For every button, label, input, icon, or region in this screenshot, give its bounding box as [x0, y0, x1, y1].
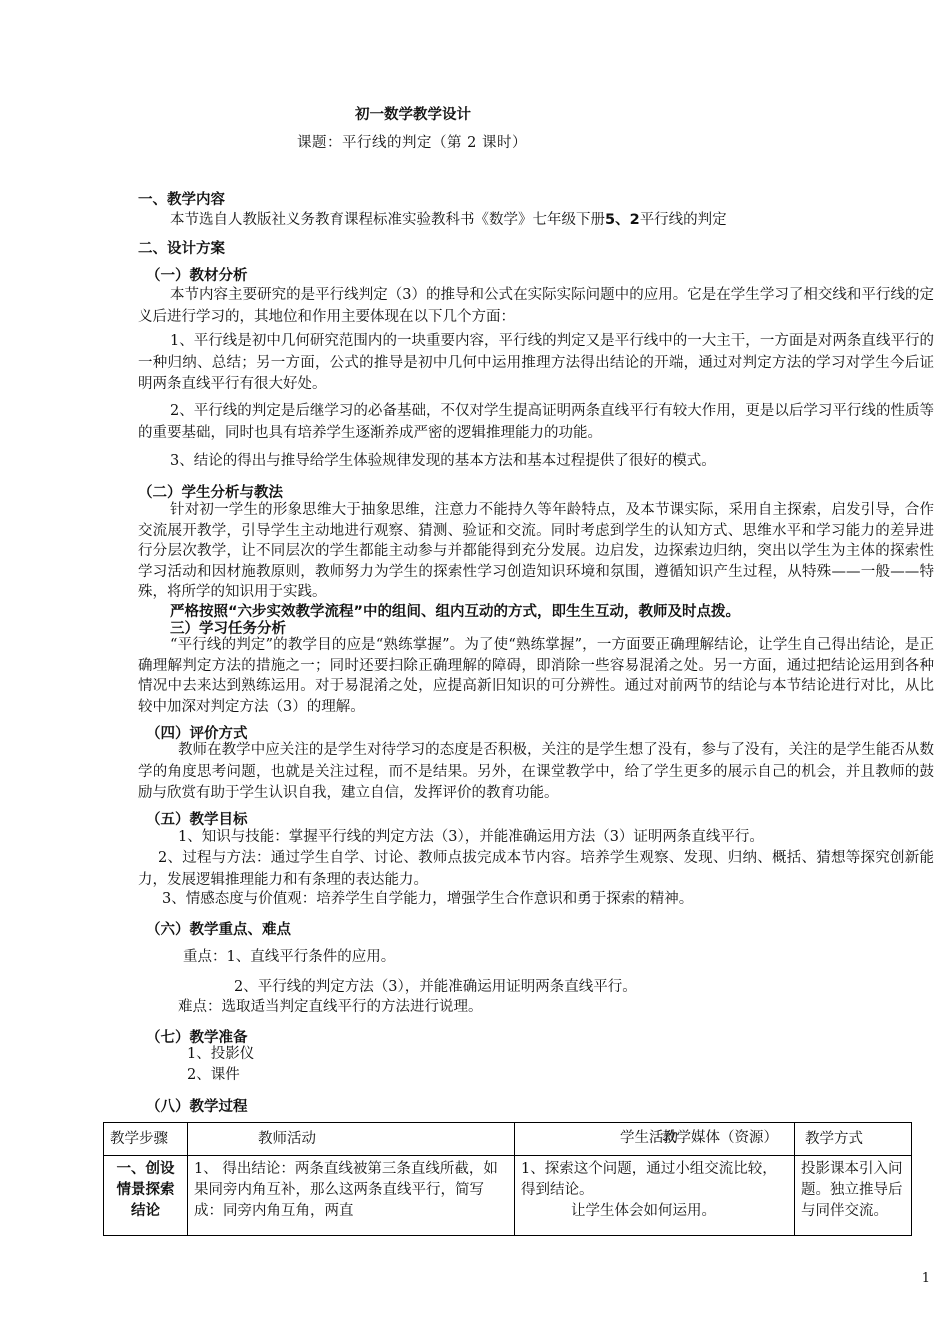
subsection-heading-preparation: （七）教学准备: [146, 1030, 248, 1046]
evaluation-paragraph: 教师在教学中应关注的是学生对待学习的态度是否积极，关注的是学生想了没有，参与了没有，关注的是学生能否从数学的角度思考问题，也就是关注过程，而不是结果。另外，在课堂教学中，给了学生更多的展示自己的机会，并且教师的鼓励与欣赏有助于学生认识自我，建立自信，发挥评价的教育功能。: [138, 742, 934, 801]
header-method: 教学方式: [795, 1123, 912, 1156]
row-method: 投影课本引入问题。独立推导后与同伴交流。: [795, 1156, 912, 1236]
section-heading-content: 一、教学内容: [138, 192, 225, 208]
subsection-heading-key-points: （六）教学重点、难点: [146, 922, 291, 938]
preparation-item-2: 2、课件: [187, 1067, 240, 1083]
subsection-heading-students: （二）学生分析与教法: [138, 485, 283, 501]
key-point-1: 重点：1、直线平行条件的应用。: [183, 949, 396, 965]
material-paragraph-3: 2、平行线的判定是后继学习的必备基础，不仅对学生提高证明两条直线平行有较大作用，更是以后学习平行线的性质等的重要基础，同时也具有培养学生逐渐养成严密的逻辑推理能力的功能。: [138, 403, 934, 441]
content-text: [170, 208, 727, 229]
teaching-process-table: [103, 1122, 912, 1236]
subsection-heading-process: （八）教学过程: [146, 1099, 248, 1115]
row-teacher: 1、 得出结论：两条直线被第三条直线所截，如果同旁内角互补，那么这两条直线平行，简写成：同旁内角互角，两直: [188, 1156, 515, 1236]
goal-3: 3、情感态度与价值观：培养学生自学能力，增强学生合作意识和勇于探索的精神。: [162, 891, 694, 907]
page-number: 1: [921, 1271, 930, 1286]
content-text-c: 平行线的判定: [639, 212, 727, 228]
goal-1: 1、知识与技能：掌握平行线的判定方法（3），并能准确运用方法（3）证明两条直线平行。: [178, 829, 764, 845]
subsection-heading-goals: （五）教学目标: [146, 812, 248, 828]
row-student-text-1: 1、探索这个问题，通过小组交流比较，得到结论。: [521, 1161, 777, 1198]
row-student-text-2: 让学生体会如何运用。: [571, 1203, 716, 1219]
tasks-paragraph: “平行线的判定”的教学目的应是“熟练掌握”。为了使“熟练掌握”，一方面要正确理解结论，让学生自己得出结论，是正确理解判定方法的措施之一；同时还要扫除正确理解的障碍，即消除一些容易混淆之处。另一方面，通过把结论运用到各种情况中去来达到熟练运用。对于易混淆之处，应提高新旧知识的可分辨性。通过对前两节的结论与本节结论进行对比，从比较中加深对判定方法（3）的理解。: [138, 637, 934, 715]
header-teacher: 教师活动: [188, 1123, 515, 1156]
table-header-row: [104, 1123, 912, 1156]
material-paragraph-4: 3、结论的得出与推导给学生体验规律发现的基本方法和基本过程提供了很好的模式。: [170, 453, 716, 469]
table-row: [104, 1156, 912, 1236]
content-text-section-number: 5、2: [605, 212, 640, 228]
material-paragraph-2: 1、平行线是初中几何研究范围内的一块重要内容，平行线的判定又是平行线中的一大主干，一方面是对两条直线平行的一种归纳、总结；另一方面，公式的推导是初中几何中运用推理方法得出结论的开端，通过对判定方法的学习对学生今后证明两条直线平行有很大好处。: [138, 333, 934, 392]
header-step: 教学步骤: [104, 1123, 188, 1156]
content-text-a: 本节选自人教版社义务教育课程标准实验教科书《数学》七年级下册: [170, 212, 605, 228]
lesson-subtitle: 课题：平行线的判定（第 2 课时）: [297, 135, 527, 151]
document-title: 初一数学教学设计: [355, 107, 471, 123]
header-student-media: [515, 1123, 795, 1156]
subsection-heading-tasks: 三）学习任务分析: [170, 621, 286, 637]
students-emphasis: 严格按照“六步实效教学流程”中的组间、组内互动的方式，即生生互动，教师及时点拨。: [170, 604, 741, 620]
header-student: 学生活动: [620, 1130, 678, 1146]
difficulty: 难点：选取适当判定直线平行的方法进行说理。: [178, 999, 483, 1015]
preparation-item-1: 1、投影仪: [187, 1046, 255, 1062]
material-paragraph-1: 本节内容主要研究的是平行线判定（3）的推导和公式在实际实际问题中的应用。它是在学生学习了相交线和平行线的定义后进行学习的，其地位和作用主要体现在以下几个方面：: [138, 287, 934, 325]
subsection-heading-material: （一）教材分析: [146, 268, 248, 284]
key-point-2: 2、平行线的判定方法（3），并能准确运用证明两条直线平行。: [234, 979, 637, 995]
students-paragraph: 针对初一学生的形象思维大于抽象思维，注意力不能持久等年龄特点，及本节课实际，采用自主探索，启发引导，合作交流展开教学，引导学生主动地进行观察、猜测、验证和交流。同时考虑到学生的认知方式、思维水平和学习能力的差异进行分层次教学，让不同层次的学生都能主动参与并都能得到充分发展。边启发，边探索边归纳，突出以学生为主体的探索性学习活动和因材施教原则，教师努力为学生的探索性学习创造知识环境和氛围，遵循知识产生过程，从特殊——一般——特殊，将所学的知识用于实践。: [138, 502, 934, 600]
section-heading-design: 二、设计方案: [138, 241, 225, 257]
subsection-heading-evaluation: （四）评价方式: [146, 726, 248, 742]
row-student: [515, 1156, 795, 1236]
goal-2: 2、过程与方法：通过学生自学、讨论、教师点拔完成本节内容。培养学生观察、发现、归纳、概括、猜想等探究创新能力，发展逻辑推理能力和有条理的表达能力。: [138, 850, 934, 888]
row-step: 一、创设情景探索结论: [104, 1156, 188, 1236]
header-media: 教学媒体（资源）: [662, 1130, 778, 1146]
